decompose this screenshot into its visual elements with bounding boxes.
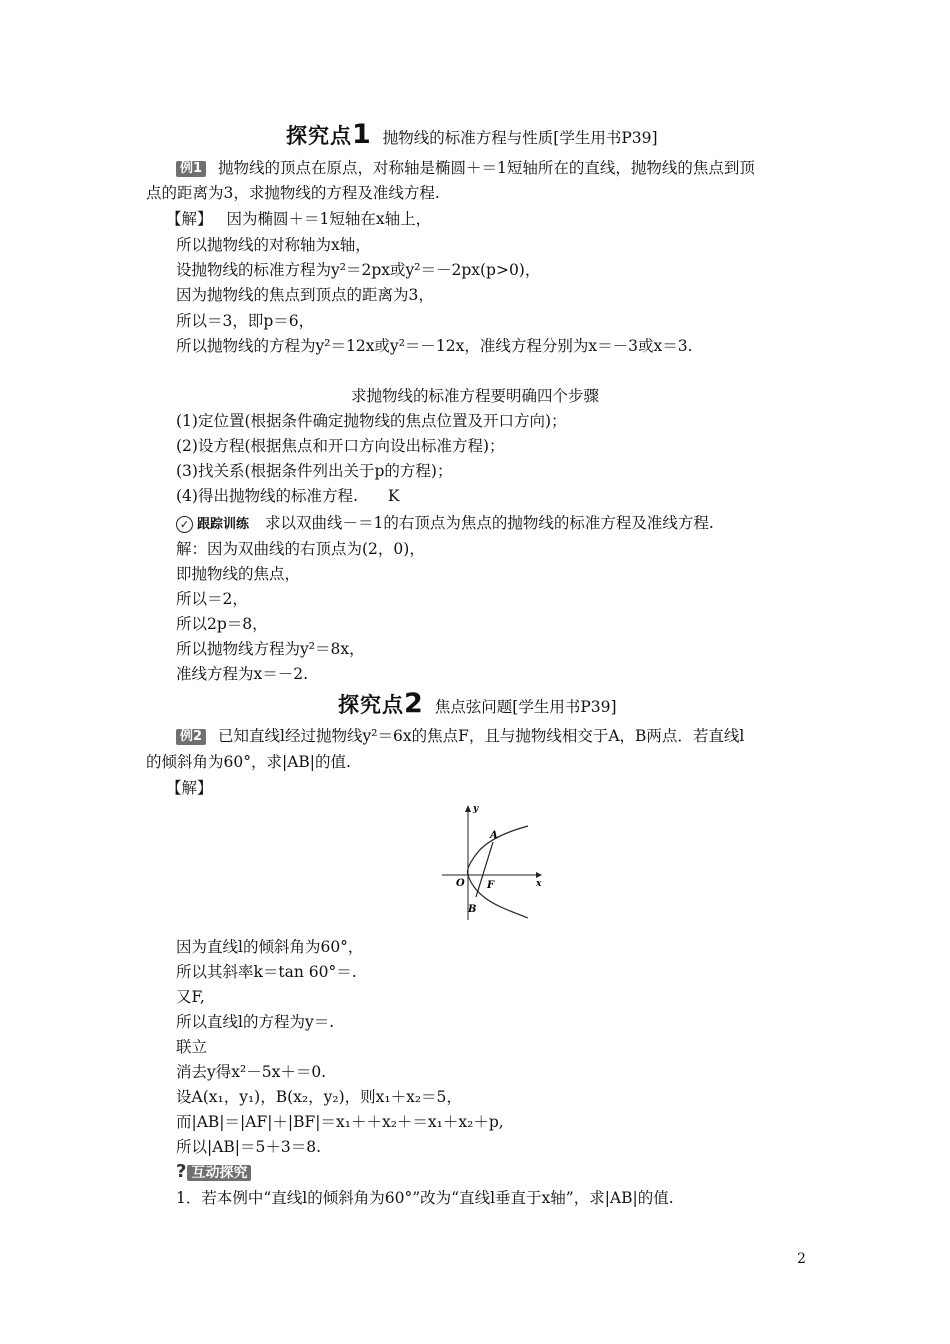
tracking-answer-1: 解：因为双曲线的右顶点为(2，0)，	[176, 540, 425, 558]
section-label: 探究点	[338, 693, 404, 717]
tracking-answer-4: 所以2p＝8，	[176, 615, 268, 633]
example1-solution-line5: 所以＝3，即p＝6，	[176, 312, 315, 330]
example1-line1: 例1 抛物线的顶点在原点，对称轴是椭圆＋＝1短轴所在的直线，抛物线的焦点到顶	[176, 156, 755, 180]
example2-step-7: 设A(x₁，y₁)，B(x₂，y₂)，则x₁＋x₂＝5，	[176, 1088, 462, 1106]
example1-solution-line4: 因为抛物线的焦点到顶点的距离为3，	[176, 286, 434, 304]
question-mark-icon: ?	[176, 1161, 187, 1182]
example2-step-5: 联立	[176, 1038, 208, 1056]
example1-solution-line1: 【解】 因为椭圆＋＝1短轴在x轴上，	[166, 210, 432, 228]
section-subtitle: 焦点弦问题[学生用书P39]	[434, 698, 617, 716]
method-step-1: (1)定位置(根据条件确定抛物线的焦点位置及开口方向)；	[176, 412, 567, 430]
parabola-figure	[436, 800, 558, 922]
section-heading-2	[338, 688, 617, 719]
example2-step-3: 又F,	[176, 988, 205, 1006]
label-y: y	[473, 804, 479, 814]
label-b: B	[468, 904, 477, 915]
example2-line2: 的倾斜角为60°，求|AB|的值.	[146, 753, 351, 771]
example2-step-4: 所以直线l的方程为y＝.	[176, 1013, 335, 1031]
tracking-answer-5: 所以抛物线方程为y²＝8x，	[176, 640, 365, 658]
interactive-badge-line	[176, 1160, 251, 1185]
example2-solution-label: 【解】	[166, 779, 213, 797]
method-step-2: (2)设方程(根据焦点和开口方向设出标准方程)；	[176, 437, 505, 455]
method-title: 求抛物线的标准方程要明确四个步骤	[350, 387, 599, 405]
example2-step-8: 而|AB|＝|AF|＋|BF|＝x₁＋＋x₂＋＝x₁＋x₂＋p,	[176, 1113, 504, 1131]
example2-step-6: 消去y得x²－5x＋＝0.	[176, 1063, 327, 1081]
solution-label: 【解】	[166, 210, 213, 228]
example-tag: 例2	[176, 729, 206, 745]
example2-step-1: 因为直线l的倾斜角为60°，	[176, 938, 364, 956]
interactive-question-1: 1．若本例中“直线l的倾斜角为60°”改为“直线l垂直于x轴”，求|AB|的值.	[176, 1189, 674, 1207]
label-x: x	[536, 879, 542, 889]
method-step-4: (4)得出抛物线的标准方程. K	[176, 487, 400, 505]
interactive-badge: ? 互动探究	[176, 1160, 251, 1185]
tracking-answer-6: 准线方程为x＝－2.	[176, 665, 309, 683]
example-tag: 例1	[176, 161, 206, 177]
tracking-answer-3: 所以＝2，	[176, 590, 248, 608]
example1-solution-line6: 所以抛物线的方程为y²＝12x或y²＝－12x，准线方程分别为x＝－3或x＝3.	[176, 337, 693, 355]
example1-solution-line2: 所以抛物线的对称轴为x轴，	[176, 236, 371, 254]
check-icon: ✓	[176, 516, 193, 533]
section-label: 探究点	[286, 124, 352, 148]
example1-line2: 点的距离为3，求抛物线的方程及准线方程.	[146, 184, 440, 202]
section-heading-1	[286, 119, 658, 150]
tracking-question: ✓ 跟踪训练 求以双曲线－＝1的右顶点为焦点的抛物线的标准方程及准线方程.	[176, 511, 714, 537]
section-number: 1	[352, 119, 371, 150]
label-a: A	[490, 830, 498, 841]
label-o: O	[456, 878, 465, 889]
example1-solution-line3: 设抛物线的标准方程为y²＝2px或y²＝－2px(p>0)，	[176, 261, 541, 279]
tracking-answer-2: 即抛物线的焦点，	[176, 565, 301, 583]
section-number: 2	[404, 688, 423, 719]
x-axis-arrow	[536, 872, 542, 878]
page-number: 2	[797, 1251, 806, 1267]
section-subtitle: 抛物线的标准方程与性质[学生用书P39]	[382, 129, 658, 147]
example2-step-9: 所以|AB|＝5＋3＝8.	[176, 1138, 322, 1156]
example2-line1: 例2 已知直线l经过抛物线y²＝6x的焦点F，且与抛物线相交于A，B两点．若直线l	[176, 724, 744, 748]
label-f: F	[487, 880, 495, 891]
method-step-3: (3)找关系(根据条件列出关于p的方程)；	[176, 462, 453, 480]
tracking-badge: ✓ 跟踪训练	[176, 513, 249, 537]
example2-step-2: 所以其斜率k＝tan 60°＝.	[176, 963, 357, 981]
y-axis-arrow	[465, 805, 471, 812]
